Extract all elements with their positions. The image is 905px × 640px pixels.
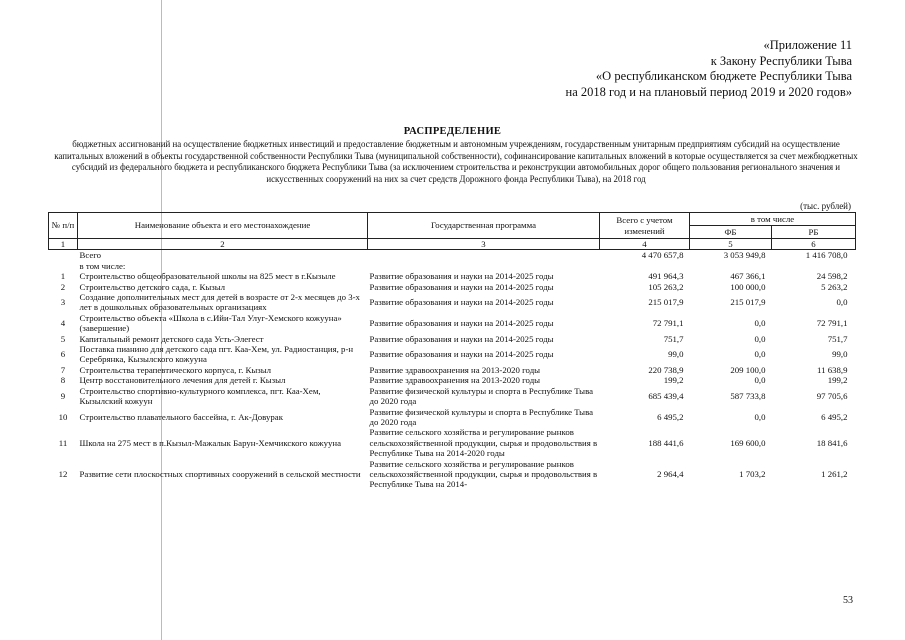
header-name: Наименование объекта и его местонахождение bbox=[78, 213, 368, 239]
rb-value: 0,0 bbox=[836, 297, 848, 308]
program-name: Развитие образования и науки на 2014-2025 годы bbox=[369, 349, 554, 360]
rb-value: 72 791,1 bbox=[816, 318, 848, 329]
header-num: № п/п bbox=[49, 213, 78, 239]
rb-value: 11 638,9 bbox=[817, 364, 848, 375]
program-name: Развитие здравоохранения на 2013-2020 годы bbox=[369, 364, 541, 375]
document-title: РАСПРЕДЕЛЕНИЕ bbox=[403, 126, 502, 137]
row-number: 7 bbox=[60, 364, 66, 375]
rb-value: 1 261,2 bbox=[821, 468, 848, 479]
table-row bbox=[49, 407, 856, 428]
total-row bbox=[49, 250, 856, 261]
total-value: 99,0 bbox=[668, 349, 684, 360]
annex-line-1: «Приложение 11 bbox=[763, 38, 852, 52]
total-value: 751,7 bbox=[663, 333, 684, 344]
total-value: 220 738,9 bbox=[648, 364, 684, 375]
row-number: 1 bbox=[60, 271, 66, 282]
col-number: 1 bbox=[49, 239, 78, 250]
rb-value: 199,2 bbox=[827, 375, 848, 386]
object-name: Строительства терапевтического корпуса, г. Кызыл bbox=[79, 364, 272, 375]
row-number: 2 bbox=[60, 281, 66, 292]
rb-value: 18 841,6 bbox=[816, 437, 848, 448]
total-fb: 3 053 949,8 bbox=[723, 250, 766, 261]
object-name: Строительство общеобразовательной школы на 825 мест в г.Кызыле bbox=[79, 271, 336, 282]
col-number: 2 bbox=[78, 239, 368, 250]
object-name: Капитальный ремонт детского сада Усть-Элегест bbox=[79, 333, 264, 344]
rb-value: 99,0 bbox=[832, 349, 848, 360]
header-including: в том числе bbox=[690, 213, 856, 226]
table-row bbox=[49, 271, 856, 281]
header-total: Всего с учетом изменений bbox=[600, 213, 690, 239]
row-number: 6 bbox=[60, 349, 66, 360]
program-name: Развитие физической культуры и спорта в Республике Тыва до 2020 года bbox=[369, 406, 594, 427]
fb-value: 100 000,0 bbox=[730, 281, 766, 292]
document-description: бюджетных ассигнований на осуществление бюджетных инвестиций и предоставление бюджетным и автономным учреждениям, государственным унитарным предприятиям субсидий на осуществление капитальных вложений в объекты государственной собственности Республики Тыва (муниципальной собственности), софинансирование капитальных вложений в которые осуществляется за счет межбюджетных субсидий из федерального бюджета и республиканского бюджета Республики Тыва (за исключением строительства и реконструкции автомобильных дорог общего пользования регионального значения и искусственных сооружений на них за счет средств Дорожного фонда Республики Тыва), на 2018 год bbox=[54, 139, 858, 184]
fb-value: 0,0 bbox=[754, 349, 766, 360]
distribution-table bbox=[48, 212, 856, 490]
header-rb: РБ bbox=[772, 226, 856, 239]
total-value: 4 470 657,8 bbox=[641, 250, 684, 261]
table-row bbox=[49, 282, 856, 292]
total-value: 491 964,3 bbox=[648, 271, 684, 282]
table-row bbox=[49, 386, 856, 407]
fb-value: 0,0 bbox=[754, 333, 766, 344]
program-name: Развитие образования и науки на 2014-2025 годы bbox=[369, 271, 554, 282]
row-number: 3 bbox=[60, 297, 66, 308]
row-number: 5 bbox=[60, 333, 66, 344]
object-name: Строительство детского сада, г. Кызыл bbox=[79, 281, 226, 292]
total-label: Всего bbox=[79, 250, 102, 261]
table-row bbox=[49, 313, 856, 334]
total-value: 6 495,2 bbox=[657, 411, 684, 422]
row-number: 12 bbox=[58, 468, 68, 479]
fb-value: 215 017,9 bbox=[730, 297, 766, 308]
program-name: Развитие физической культуры и спорта в Республике Тыва до 2020 года bbox=[369, 385, 594, 407]
table-row bbox=[49, 375, 856, 385]
object-name: Строительство объекта «Школа в с.Ийи-Тал Улуг-Хемского кожууна» (завершение) bbox=[79, 312, 342, 334]
units-label: (тыс. рублей) bbox=[800, 201, 851, 211]
page-number: 53 bbox=[843, 595, 853, 606]
fb-value: 209 100,0 bbox=[730, 364, 766, 375]
total-rb: 1 416 708,0 bbox=[805, 250, 848, 261]
annex-line-3: «О республиканском бюджете Республики Тыва bbox=[595, 69, 852, 83]
fb-value: 0,0 bbox=[754, 411, 766, 422]
fb-value: 169 600,0 bbox=[730, 437, 766, 448]
table-row bbox=[49, 459, 856, 490]
program-name: Развитие сельского хозяйства и регулирование рынков сельскохозяйственной продукции, сырья и продовольствия в Республике Тыва на 2014-2020 годы bbox=[369, 427, 598, 459]
object-name: Центр восстановительного лечения для детей г. Кызыл bbox=[79, 375, 286, 386]
table-row bbox=[49, 344, 856, 365]
rb-value: 6 495,2 bbox=[821, 411, 848, 422]
column-number-row bbox=[49, 239, 856, 250]
rb-value: 751,7 bbox=[827, 333, 848, 344]
col-number: 4 bbox=[600, 239, 690, 250]
col-number: 3 bbox=[368, 239, 600, 250]
including-label: в том числе: bbox=[79, 260, 126, 271]
total-value: 215 017,9 bbox=[648, 297, 684, 308]
total-value: 199,2 bbox=[663, 375, 684, 386]
object-name: Строительство плавательного бассейна, г. Ак-Довурак bbox=[79, 411, 283, 422]
row-number: 9 bbox=[60, 390, 66, 401]
including-row bbox=[49, 261, 856, 271]
header-program: Государственная программа bbox=[368, 213, 600, 239]
row-number: 8 bbox=[60, 375, 66, 386]
row-number: 11 bbox=[58, 437, 68, 448]
total-value: 2 964,4 bbox=[657, 468, 684, 479]
annex-line-4: на 2018 год и на плановый период 2019 и 2020 годов» bbox=[565, 84, 852, 99]
fb-value: 587 733,8 bbox=[730, 390, 766, 401]
object-name: Создание дополнительных мест для детей в возрасте от 2-х месяцев до 3-х лет в дошкольных образовательных организациях bbox=[79, 292, 360, 313]
program-name: Развитие образования и науки на 2014-2025 годы bbox=[369, 318, 554, 329]
fb-value: 467 366,1 bbox=[730, 271, 766, 282]
table-row bbox=[49, 334, 856, 344]
table-row bbox=[49, 292, 856, 313]
col-number: 6 bbox=[772, 239, 856, 250]
program-name: Развитие здравоохранения на 2013-2020 годы bbox=[369, 375, 541, 386]
total-value: 72 791,1 bbox=[652, 318, 684, 329]
table-row bbox=[49, 427, 856, 458]
row-number: 4 bbox=[60, 318, 66, 329]
fb-value: 1 703,2 bbox=[739, 468, 766, 479]
total-value: 685 439,4 bbox=[648, 390, 684, 401]
col-number: 5 bbox=[690, 239, 772, 250]
fb-value: 0,0 bbox=[754, 375, 766, 386]
total-value: 188 441,6 bbox=[648, 437, 684, 448]
fb-value: 0,0 bbox=[754, 318, 766, 329]
annex-header bbox=[492, 38, 852, 100]
program-name: Развитие сельского хозяйства и регулирование рынков сельскохозяйственной продукции, сырья и продовольствия в Республике Тыва на 2014- bbox=[369, 458, 598, 490]
total-value: 105 263,2 bbox=[648, 281, 684, 292]
rb-value: 97 705,6 bbox=[816, 390, 848, 401]
program-name: Развитие образования и науки на 2014-2025 годы bbox=[369, 297, 554, 308]
table-row bbox=[49, 365, 856, 375]
header-fb: ФБ bbox=[690, 226, 772, 239]
object-name: Школа на 275 мест в п.Кызыл-Мажалык Барун-Хемчикского кожууна bbox=[79, 437, 342, 448]
rb-value: 5 263,2 bbox=[821, 281, 848, 292]
annex-line-2: к Закону Республики Тыва bbox=[710, 53, 852, 68]
object-name: Строительство спортивно-культурного комплекса, пгт. Каа-Хем, Кызылский кожуун bbox=[79, 385, 321, 407]
row-number: 10 bbox=[58, 411, 68, 422]
object-name: Развитие сети плоскостных спортивных сооружений в сельской местности bbox=[79, 468, 361, 479]
rb-value: 24 598,2 bbox=[816, 271, 848, 282]
program-name: Развитие образования и науки на 2014-2025 годы bbox=[369, 333, 554, 344]
object-name: Поставка пианино для детского сада пгт. Каа-Хем, ул. Радиостанция, р-н Серебрянка, Кызылского кожууна bbox=[79, 344, 354, 365]
program-name: Развитие образования и науки на 2014-2025 годы bbox=[369, 281, 554, 292]
